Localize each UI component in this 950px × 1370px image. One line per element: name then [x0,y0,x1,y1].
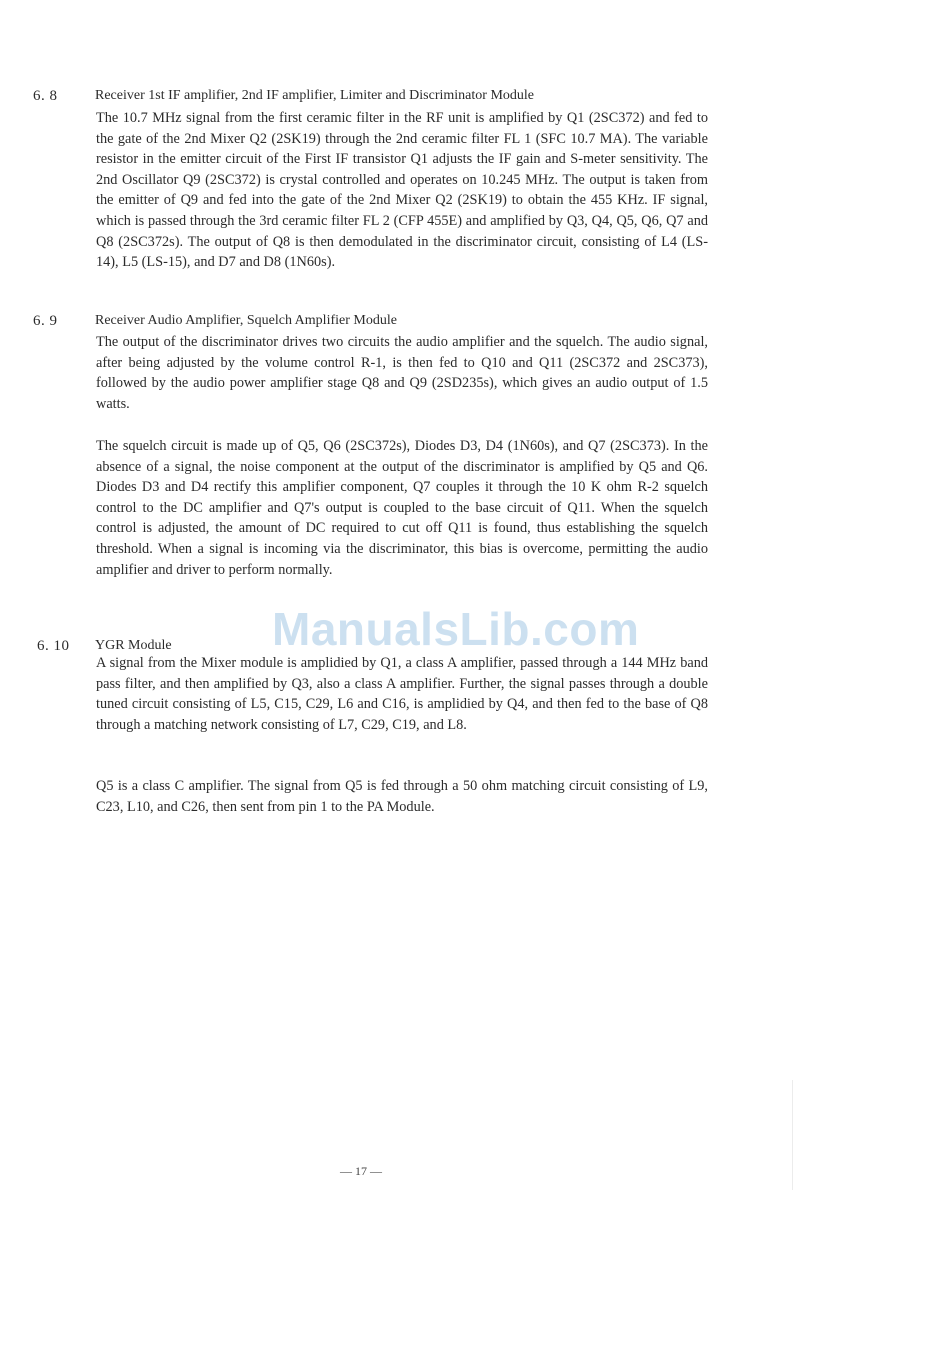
section-paragraph: The 10.7 MHz signal from the first ceramic filter in the RF unit is amplified by Q1 (2SC372) and fed to the gate of the 2nd Mixer Q2 (2SK19) through the 2nd ceramic filter FL 1 (SFC 10.7 MA). The variable resistor in the emitter circuit of the First IF transistor Q1 adjusts the IF gain and S-meter sensitivity. The 2nd Oscillator Q9 (2SC372) is crystal controlled and operates on 10.245 MHz. The output is taken from the emitter of Q9 and fed into the gate of the 2nd Mixer Q2 (2SK19) to obtain the 455 KHz. IF signal, which is passed through the 3rd ceramic filter FL 2 (CFP 455E) and amplified by Q3, Q4, Q5, Q6, Q7 and Q8 (2SC372s). The output of Q8 is then demodulated in the discriminator circuit, consisting of L4 (LS-14), L5 (LS-15), and D7 and D8 (1N60s). [96,110,708,271]
section-heading: Receiver Audio Amplifier, Squelch Amplifier Module [95,313,397,328]
section-number: 6. 9 [33,313,58,329]
watermark: ManualsLib.com [272,603,640,655]
section-paragraph: The squelch circuit is made up of Q5, Q6 (2SC372s), Diodes D3, D4 (1N60s), and Q7 (2SC373). In the absence of a signal, the noise component at the output of the discriminator is amplified by Q5 and Q6. Diodes D3 and D4 rectify this amplifier component, Q7 couples it through the 10 K ohm R-2 squelch control to the DC amplifier and Q7's output is coupled to the base circuit of Q11. When the squelch control is adjusted, the amount of DC required to cut off Q11 is found, thus establishing the squelch threshold. When a signal is incoming via the discriminator, this bias is overcome, permitting the audio amplifier and driver to perform normally. [96,438,708,578]
section-number: 6. 10 [37,638,70,654]
section-paragraph: The output of the discriminator drives two circuits the audio amplifier and the squelch. The audio signal, after being adjusted by the volume control R-1, is then fed to Q10 and Q11 (2SC372 and 2SC373), followed by the audio power amplifier stage Q8 and Q9 (2SD235s), which gives an audio output of 1.5 watts. [96,334,708,412]
scan-edge-line [792,1080,793,1190]
section-heading: Receiver 1st IF amplifier, 2nd IF amplifier, Limiter and Discriminator Module [95,88,534,103]
section-paragraph: Q5 is a class C amplifier. The signal from Q5 is fed through a 50 ohm matching circuit consisting of L9, C23, L10, and C26, then sent from pin 1 to the PA Module. [96,778,708,815]
section-paragraph: A signal from the Mixer module is amplidied by Q1, a class A amplifier, passed through a 144 MHz band pass filter, and then amplified by Q3, also a class A amplifier. Further, the signal passes through a double tuned circuit consisting of L5, C15, C29, L6 and C16, is amplidied by Q4, and then fed to the base of Q8 through a matching network consisting of L7, C29, C19, and L8. [96,655,708,733]
section-number: 6. 8 [33,88,58,104]
page-number: — 17 — [340,1164,382,1178]
section-heading: YGR Module [95,638,172,653]
